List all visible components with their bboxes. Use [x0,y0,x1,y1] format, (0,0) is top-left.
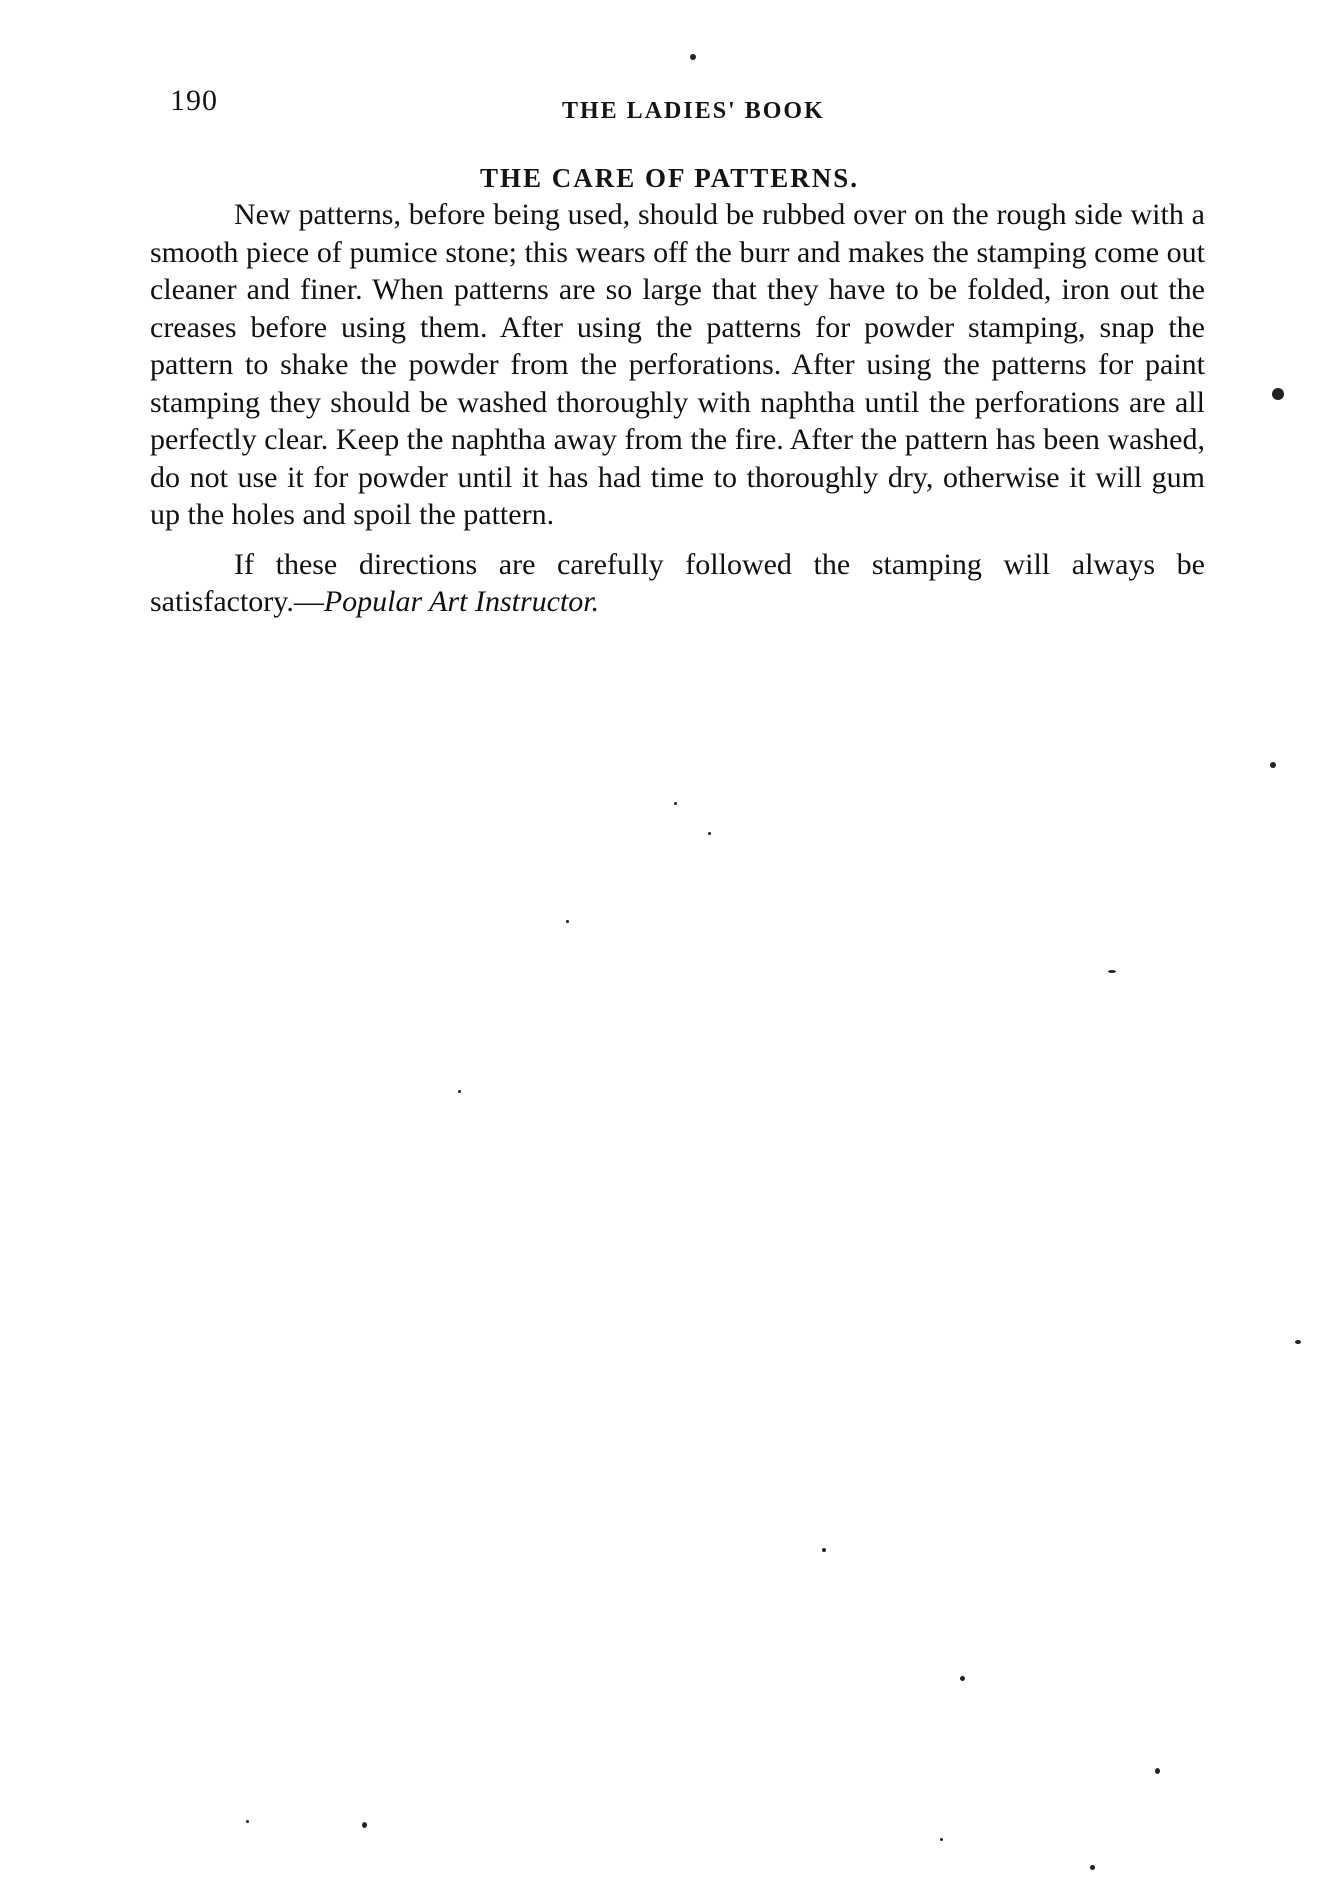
scan-speck [940,1838,943,1841]
page-number: 190 [170,84,218,117]
scan-speck [1155,1768,1160,1774]
scan-speck [960,1676,965,1681]
paragraph-2-text: If these directions are carefully followed the stamping will always be satisfactory.— [150,547,1205,618]
scan-speck [566,920,569,923]
scan-speck [674,802,677,805]
article-title: THE CARE OF PATTERNS. [480,163,860,193]
source-citation: Popular Art Instructor. [323,585,600,618]
scan-speck [1090,1865,1095,1870]
scan-speck [690,54,696,60]
scan-speck [822,1548,826,1552]
scan-speck [1295,1340,1301,1344]
scan-speck [362,1822,367,1828]
scan-speck [708,832,711,835]
paragraph-1: New patterns, before being used, should be rubbed over on the rough side with a smooth piece of pumice stone; this wears off the burr and makes the stamping come out cleaner and finer. When patterns are so large that they have to be folded, iron out the creases before using them. After using the patterns for powder stamping, snap the pattern to shake the powder from the perforations. After using the patterns for paint stamping they should be washed thoroughly with naphtha until the perforations are all perfectly clear. Keep the naphtha away from the fire. After the pattern has been washed, do not use it for powder until it has had time to thoroughly dry, otherwise it will gum up the holes and spoil the pattern. [150,198,1205,531]
scan-speck [246,1820,249,1823]
scan-speck [1108,970,1116,973]
scan-speck [1272,388,1284,400]
running-title: THE LADIES' BOOK [562,98,825,124]
scan-speck [1270,762,1276,768]
paragraph-2 [150,546,1205,621]
article-body [150,196,1205,621]
scan-speck [458,1090,461,1093]
